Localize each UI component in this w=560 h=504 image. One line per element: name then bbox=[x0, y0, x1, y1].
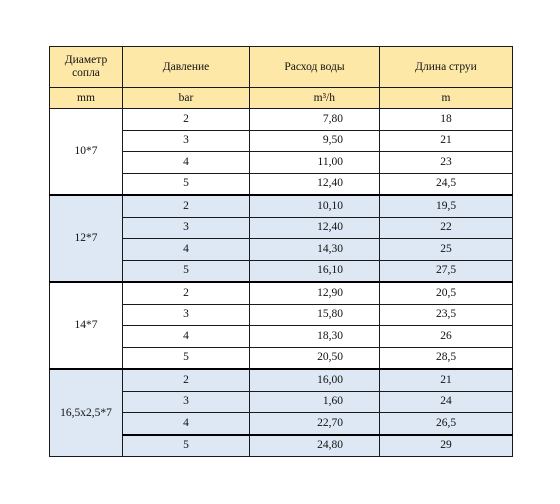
flow-cell: 16,00 bbox=[250, 369, 380, 391]
flow-cell: 18,30 bbox=[250, 326, 380, 348]
pressure-cell: 3 bbox=[123, 130, 250, 152]
pressure-cell: 3 bbox=[123, 391, 250, 413]
header-pressure: Давление bbox=[123, 47, 250, 88]
pressure-cell: 4 bbox=[123, 326, 250, 348]
flow-cell: 12,40 bbox=[250, 173, 380, 195]
jet-length-cell: 28,5 bbox=[380, 347, 513, 369]
pressure-cell: 5 bbox=[123, 435, 250, 457]
flow-cell: 12,90 bbox=[250, 282, 380, 304]
jet-length-cell: 26,5 bbox=[380, 413, 513, 435]
unit-flow bbox=[250, 88, 380, 109]
jet-length-cell: 24,5 bbox=[380, 173, 513, 195]
flow-cell: 22,70 bbox=[250, 413, 380, 435]
flow-cell: 7,80 bbox=[250, 109, 380, 131]
table-head bbox=[50, 47, 513, 109]
jet-length-cell: 20,5 bbox=[380, 282, 513, 304]
pressure-cell: 4 bbox=[123, 239, 250, 261]
jet-length-cell: 22 bbox=[380, 217, 513, 239]
jet-length-cell: 23 bbox=[380, 152, 513, 174]
jet-length-cell: 18 bbox=[380, 109, 513, 131]
jet-length-cell: 24 bbox=[380, 391, 513, 413]
nozzle-diameter-cell: 10*7 bbox=[50, 109, 123, 196]
jet-length-cell: 29 bbox=[380, 435, 513, 457]
table-body bbox=[50, 109, 513, 457]
pressure-cell: 2 bbox=[123, 109, 250, 131]
pressure-cell: 5 bbox=[123, 260, 250, 282]
pressure-cell: 4 bbox=[123, 413, 250, 435]
jet-length-cell: 21 bbox=[380, 369, 513, 391]
pressure-cell: 4 bbox=[123, 152, 250, 174]
jet-length-cell: 19,5 bbox=[380, 195, 513, 217]
table-row bbox=[50, 195, 513, 217]
flow-cell: 9,50 bbox=[250, 130, 380, 152]
jet-length-cell: 26 bbox=[380, 326, 513, 348]
pressure-cell: 5 bbox=[123, 173, 250, 195]
unit-pressure: bar bbox=[123, 88, 250, 109]
unit-diameter: mm bbox=[50, 88, 123, 109]
header-diameter: Диаметр сопла bbox=[50, 47, 123, 88]
table-row bbox=[50, 109, 513, 131]
nozzle-diameter-cell: 16,5x2,5*7 bbox=[50, 369, 123, 457]
pressure-cell: 5 bbox=[123, 347, 250, 369]
table-row bbox=[50, 282, 513, 304]
nozzle-diameter-cell: 12*7 bbox=[50, 195, 123, 282]
nozzle-diameter-cell: 14*7 bbox=[50, 282, 123, 369]
header-row bbox=[50, 47, 513, 88]
flow-cell: 16,10 bbox=[250, 260, 380, 282]
flow-cell: 24,80 bbox=[250, 435, 380, 457]
pressure-cell: 2 bbox=[123, 369, 250, 391]
header-flow: Расход воды bbox=[250, 47, 380, 88]
header-length: Длина струи bbox=[380, 47, 513, 88]
jet-length-cell: 25 bbox=[380, 239, 513, 261]
pressure-cell: 3 bbox=[123, 304, 250, 326]
jet-length-cell: 27,5 bbox=[380, 260, 513, 282]
pressure-cell: 2 bbox=[123, 282, 250, 304]
pressure-cell: 2 bbox=[123, 195, 250, 217]
unit-length: m bbox=[380, 88, 513, 109]
flow-cell: 1,60 bbox=[250, 391, 380, 413]
flow-cell: 20,50 bbox=[250, 347, 380, 369]
flow-cell: 15,80 bbox=[250, 304, 380, 326]
unit-flow-text: m³/h bbox=[313, 91, 335, 104]
pressure-cell: 3 bbox=[123, 217, 250, 239]
nozzle-spec-table bbox=[49, 46, 513, 457]
jet-length-cell: 23,5 bbox=[380, 304, 513, 326]
flow-cell: 10,10 bbox=[250, 195, 380, 217]
flow-cell: 11,00 bbox=[250, 152, 380, 174]
units-row bbox=[50, 88, 513, 109]
table-row bbox=[50, 369, 513, 391]
jet-length-cell: 21 bbox=[380, 130, 513, 152]
flow-cell: 12,40 bbox=[250, 217, 380, 239]
flow-cell: 14,30 bbox=[250, 239, 380, 261]
